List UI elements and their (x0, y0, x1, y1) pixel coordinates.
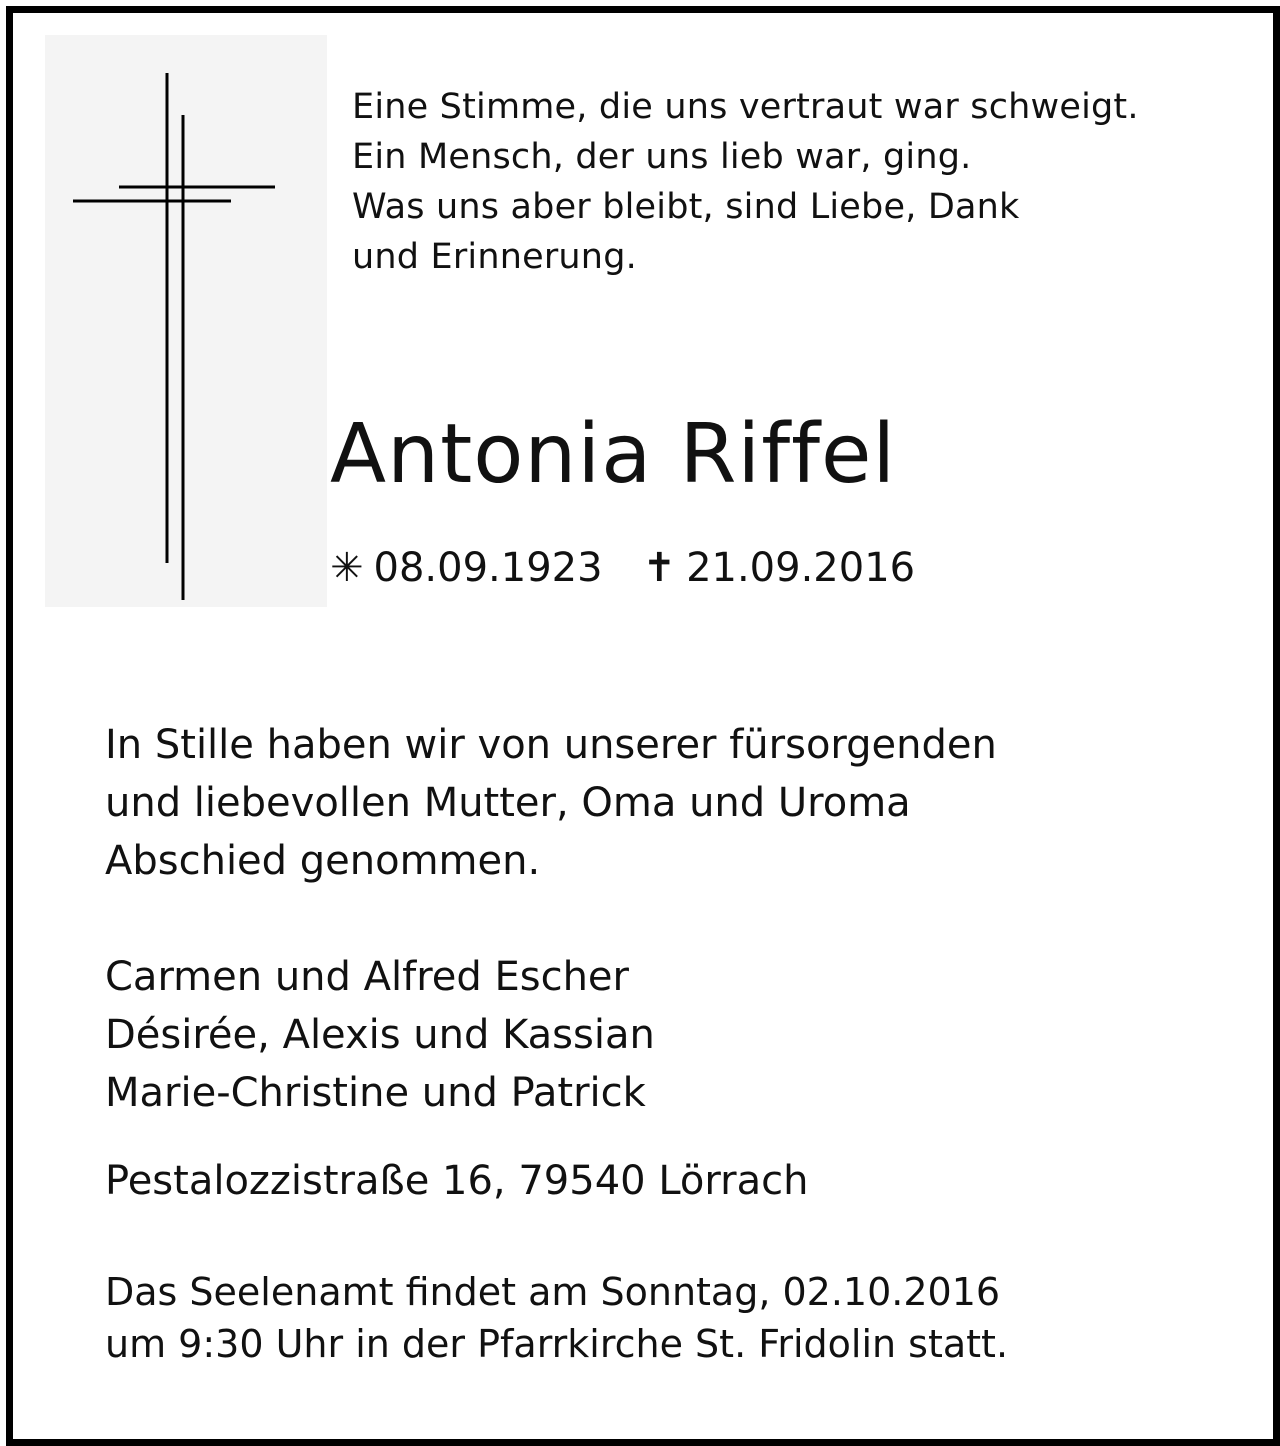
poem-line: und Erinnerung. (352, 237, 637, 277)
poem (352, 82, 1139, 282)
service-line: um 9:30 Uhr in der Pfarrkirche St. Fridolin statt. (105, 1322, 1009, 1366)
farewell-message (105, 716, 997, 890)
life-dates (330, 540, 915, 596)
birth-symbol-icon: ✳ (330, 545, 364, 591)
service-notice (105, 1266, 1008, 1370)
family-line: Désirée, Alexis und Kassian (105, 1012, 655, 1058)
family-list (105, 948, 655, 1122)
address: Pestalozzistraße 16, 79540 Lörrach (105, 1158, 809, 1204)
poem-line: Ein Mensch, der uns lieb war, ging. (352, 137, 972, 177)
message-line: Abschied genommen. (105, 838, 541, 884)
cross-panel (45, 35, 327, 607)
death-symbol-icon: ✝ (642, 545, 677, 591)
family-line: Marie-Christine und Patrick (105, 1070, 646, 1116)
message-line: und liebevollen Mutter, Oma und Uroma (105, 780, 911, 826)
cross-icon (45, 35, 327, 607)
poem-line: Eine Stimme, die uns vertraut war schweigt. (352, 87, 1139, 127)
poem-line: Was uns aber bleibt, sind Liebe, Dank (352, 187, 1020, 227)
message-line: In Stille haben wir von unserer fürsorgenden (105, 722, 997, 768)
birth-date: 08.09.1923 (373, 545, 603, 591)
deceased-name: Antonia Riffel (330, 407, 897, 502)
death-date: 21.09.2016 (686, 545, 916, 591)
service-line: Das Seelenamt findet am Sonntag, 02.10.2016 (105, 1270, 1001, 1314)
family-line: Carmen und Alfred Escher (105, 954, 629, 1000)
